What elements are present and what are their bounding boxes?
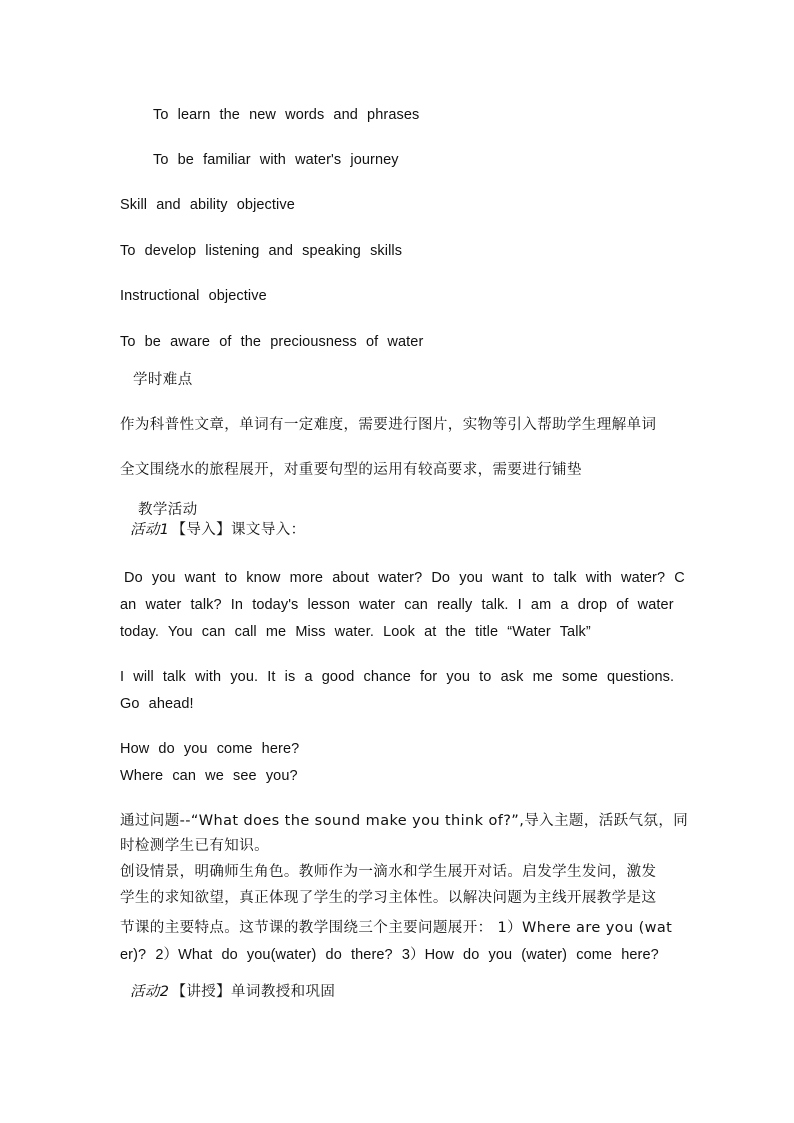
teaching-note-line-3: 创设情景，明确师生角色。教师作为一滴水和学生展开对话。启发学生发问，激发 [120, 864, 657, 880]
knowledge-objective-2: To be familiar with water's journey [153, 152, 399, 168]
activity-1-label: 【导入】课文导入： [171, 522, 306, 538]
teaching-note-line-5: 节课的主要特点。这节课的教学围绕三个主要问题展开： 1）Where are you (wat [120, 920, 673, 936]
activity-2-tag: 活动2 [130, 984, 170, 1000]
difficulties-heading: 学时难点 [133, 372, 193, 388]
skill-objective-1: To develop listening and speaking skills [120, 243, 403, 259]
activity-1-title [130, 520, 306, 540]
skill-objective-heading: Skill and ability objective [120, 197, 295, 213]
intro-paragraph-line-3: today. You can call me Miss water. Look at the title “Water Talk” [120, 624, 591, 640]
difficulty-item-1: 作为科普性文章，单词有一定难度，需要进行图片，实物等引入帮助学生理解单词 [120, 417, 657, 433]
knowledge-objective-1: To learn the new words and phrases [153, 107, 420, 123]
intro-paragraph-2-line-2: Go ahead! [120, 696, 194, 712]
teaching-note-line-6: er)? 2）What do you(water) do there? 3）How do you (water) come here? [120, 947, 659, 963]
teaching-note-line-2: 时检测学生已有知识。 [120, 838, 269, 854]
difficulty-item-2: 全文围绕水的旅程展开，对重要句型的运用有较高要求，需要进行铺垫 [120, 462, 582, 478]
intro-paragraph-line-1: Do you want to know more about water? Do you want to talk with water? C [124, 570, 685, 586]
teaching-note-line-4: 学生的求知欲望，真正体现了学生的学习主体性。以解决问题为主线开展教学是这 [120, 890, 657, 906]
intro-paragraph-2-line-1: I will talk with you. It is a good chance for you to ask me some questions. [120, 669, 675, 685]
activity-2-label: 【讲授】单词教授和巩固 [171, 984, 336, 1000]
activity-2-title [130, 982, 335, 1002]
instructional-objective-1: To be aware of the preciousness of water [120, 334, 424, 350]
activity-1-tag: 活动1 [130, 522, 170, 538]
question-1: How do you come here? [120, 741, 300, 757]
question-2: Where can we see you? [120, 768, 298, 784]
intro-paragraph-line-2: an water talk? In today's lesson water can really talk. I am a drop of water [120, 597, 674, 613]
activities-heading: 教学活动 [138, 502, 198, 518]
teaching-note-line-1: 通过问题--“What does the sound make you think of?”,导入主题，活跃气氛，同 [120, 813, 689, 829]
instructional-objective-heading: Instructional objective [120, 288, 267, 304]
